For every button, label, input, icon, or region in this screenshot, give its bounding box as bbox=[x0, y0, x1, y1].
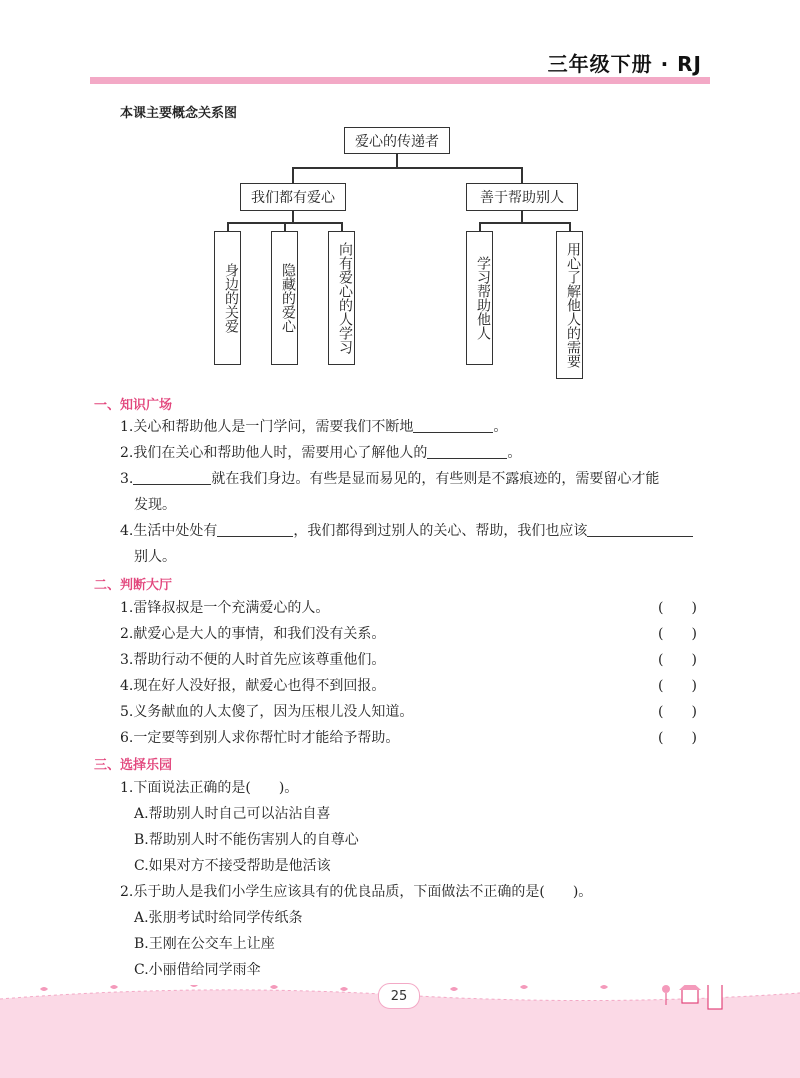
choice-option[interactable]: C.小丽借给同学雨伞 bbox=[134, 962, 261, 978]
connector-line bbox=[292, 167, 522, 169]
judgment-item: 3.帮助行动不便的人时首先应该尊重他们。 bbox=[120, 652, 386, 668]
page-header-title: 三年级下册 · RJ bbox=[547, 52, 702, 76]
fill-question-4 bbox=[120, 520, 693, 540]
judgment-item: 5.义务献血的人太傻了，因为压根儿没人知道。 bbox=[120, 704, 414, 720]
answer-blank[interactable] bbox=[217, 522, 293, 537]
answer-parentheses[interactable]: ( ) bbox=[658, 678, 697, 694]
answer-parentheses[interactable]: ( ) bbox=[658, 652, 697, 668]
question-text-continued: 发现。 bbox=[134, 497, 176, 513]
concept-branch-node: 我们都有爱心 bbox=[240, 183, 346, 211]
question-text: 1.关心和帮助他人是一门学问，需要我们不断地 bbox=[120, 419, 414, 435]
answer-parentheses[interactable]: ( ) bbox=[658, 626, 697, 642]
judgment-item: 6.一定要等到别人求你帮忙时才能给予帮助。 bbox=[120, 730, 400, 746]
concept-leaf-node: 身边的关爱 bbox=[214, 231, 241, 365]
judgment-item: 1.雷锋叔叔是一个充满爱心的人。 bbox=[120, 600, 330, 616]
answer-blank[interactable] bbox=[587, 522, 693, 537]
answer-parentheses[interactable]: ( ) bbox=[658, 730, 697, 746]
concept-leaf-node: 隐藏的爱心 bbox=[271, 231, 298, 365]
question-text: 。 bbox=[507, 445, 522, 461]
choice-option[interactable]: A.张朋考试时给同学传纸条 bbox=[134, 910, 303, 926]
leaf-icon bbox=[40, 985, 608, 991]
answer-blank[interactable] bbox=[427, 444, 507, 459]
connector-line bbox=[396, 153, 398, 168]
answer-parentheses[interactable]: ( ) bbox=[658, 600, 697, 616]
connector-line bbox=[521, 167, 523, 183]
concept-leaf-node: 用心了解他人的需要 bbox=[556, 231, 583, 379]
question-text: 。 bbox=[493, 419, 508, 435]
choice-option[interactable]: C.如果对方不接受帮助是他活该 bbox=[134, 858, 331, 874]
concept-branch-node: 善于帮助别人 bbox=[466, 183, 578, 211]
question-text: ，我们都得到过别人的关心、帮助，我们也应该 bbox=[293, 523, 588, 539]
choice-option[interactable]: B.王刚在公交车上让座 bbox=[134, 936, 275, 952]
section-heading-knowledge: 一、知识广场 bbox=[94, 398, 173, 413]
choice-option[interactable]: A.帮助别人时自己可以沾沾自喜 bbox=[134, 806, 331, 822]
fill-question-3 bbox=[120, 468, 659, 488]
judgment-item: 2.献爱心是大人的事情，和我们没有关系。 bbox=[120, 626, 386, 642]
question-text: 4.生活中处处有 bbox=[120, 523, 218, 539]
section-heading-choice: 三、选择乐园 bbox=[94, 758, 173, 773]
question-text-continued: 别人。 bbox=[134, 549, 176, 565]
question-text: 就在我们身边。有些是显而易见的，有些则是不露痕迹的，需要留心才能 bbox=[211, 471, 660, 487]
answer-parentheses[interactable]: ( ) bbox=[658, 704, 697, 720]
answer-blank[interactable] bbox=[413, 418, 493, 433]
section-heading-judgment: 二、判断大厅 bbox=[94, 578, 173, 593]
concept-leaf-node: 学习帮助他人 bbox=[466, 231, 493, 365]
judgment-item: 4.现在好人没好报，献爱心也得不到回报。 bbox=[120, 678, 386, 694]
connector-line bbox=[292, 167, 294, 183]
fill-question-1 bbox=[120, 416, 507, 436]
choice-option[interactable]: B.帮助别人时不能伤害别人的自尊心 bbox=[134, 832, 359, 848]
header-divider bbox=[90, 77, 710, 84]
choice-question: 2.乐于助人是我们小学生应该具有的优良品质，下面做法不正确的是( )。 bbox=[120, 884, 593, 900]
fill-question-2 bbox=[120, 442, 521, 462]
concept-map-title: 本课主要概念关系图 bbox=[120, 106, 238, 121]
concept-leaf-node: 向有爱心的人学习 bbox=[328, 231, 355, 365]
question-text: 2.我们在关心和帮助他人时，需要用心了解他人的 bbox=[120, 445, 428, 461]
answer-blank[interactable] bbox=[133, 470, 211, 485]
connector-line bbox=[479, 222, 570, 224]
choice-question: 1.下面说法正确的是( )。 bbox=[120, 780, 299, 796]
concept-root-node: 爱心的传递者 bbox=[344, 127, 450, 154]
page-number: 25 bbox=[378, 983, 420, 1009]
question-text: 3. bbox=[120, 471, 134, 487]
